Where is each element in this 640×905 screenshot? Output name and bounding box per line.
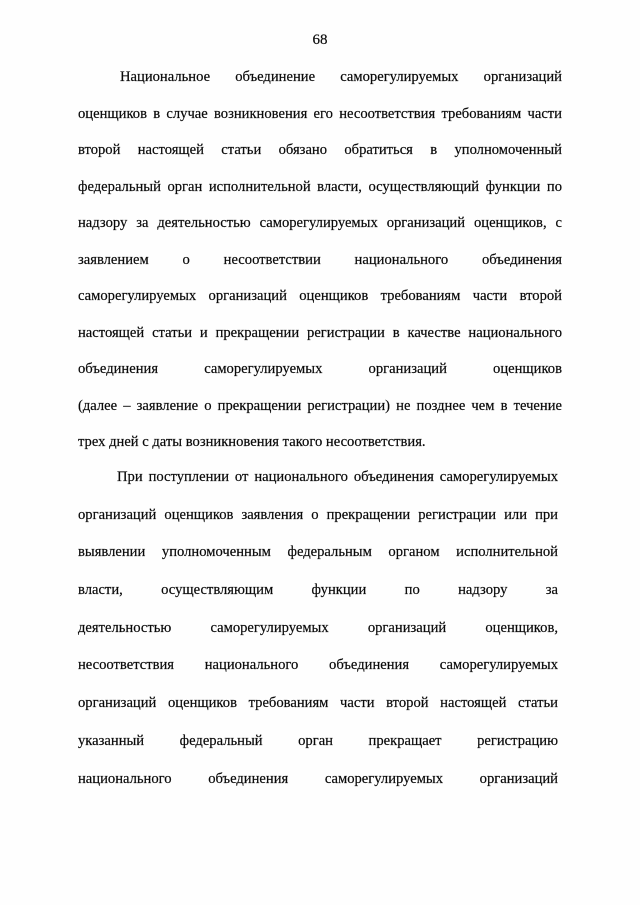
- text-line: несоответствия национального объединения саморегулируемых: [78, 657, 558, 674]
- text-line: объединения саморегулируемых организаций оценщиков: [78, 361, 562, 377]
- paragraph: [78, 59, 562, 461]
- page-number: 68: [312, 32, 328, 48]
- text-line: власти, осуществляющим функции по надзору за: [78, 582, 558, 599]
- text-line: Национальное объединение саморегулируемых организаций: [120, 69, 562, 85]
- text-line: выявлении уполномоченным федеральным органом исполнительной: [78, 544, 558, 561]
- paragraph: [78, 459, 558, 798]
- text-line: (далее – заявление о прекращении регистрации) не позднее чем в течение: [78, 397, 562, 414]
- text-line: оценщиков в случае возникновения его несоответствия требованиям части: [78, 105, 562, 122]
- text-line: саморегулируемых организаций оценщиков требованиям части второй: [78, 288, 562, 304]
- text-line: заявлением о несоответствии национального объединения: [78, 251, 562, 268]
- text-line: При поступлении от национального объединения саморегулируемых: [117, 469, 558, 485]
- text-line: деятельностью саморегулируемых организаций оценщиков,: [78, 619, 558, 636]
- text-line: трех дней с даты возникновения такого несоответствия.: [78, 434, 426, 450]
- text-line: национального объединения саморегулируемых организаций: [78, 770, 558, 787]
- text-line: указанный федеральный орган прекращает регистрацию: [78, 732, 558, 749]
- text-line: второй настоящей статьи обязано обратиться в уполномоченный: [78, 142, 562, 158]
- text-line: федеральный орган исполнительной власти, осуществляющий функции по: [78, 178, 562, 195]
- text-line: настоящей статьи и прекращении регистрации в качестве национального: [78, 324, 562, 341]
- text-line: надзору за деятельностью саморегулируемых организаций оценщиков, с: [78, 215, 562, 231]
- text-line: организаций оценщиков требованиям части второй настоящей статьи: [78, 695, 558, 712]
- text-line: организаций оценщиков заявления о прекращении регистрации или при: [78, 506, 558, 523]
